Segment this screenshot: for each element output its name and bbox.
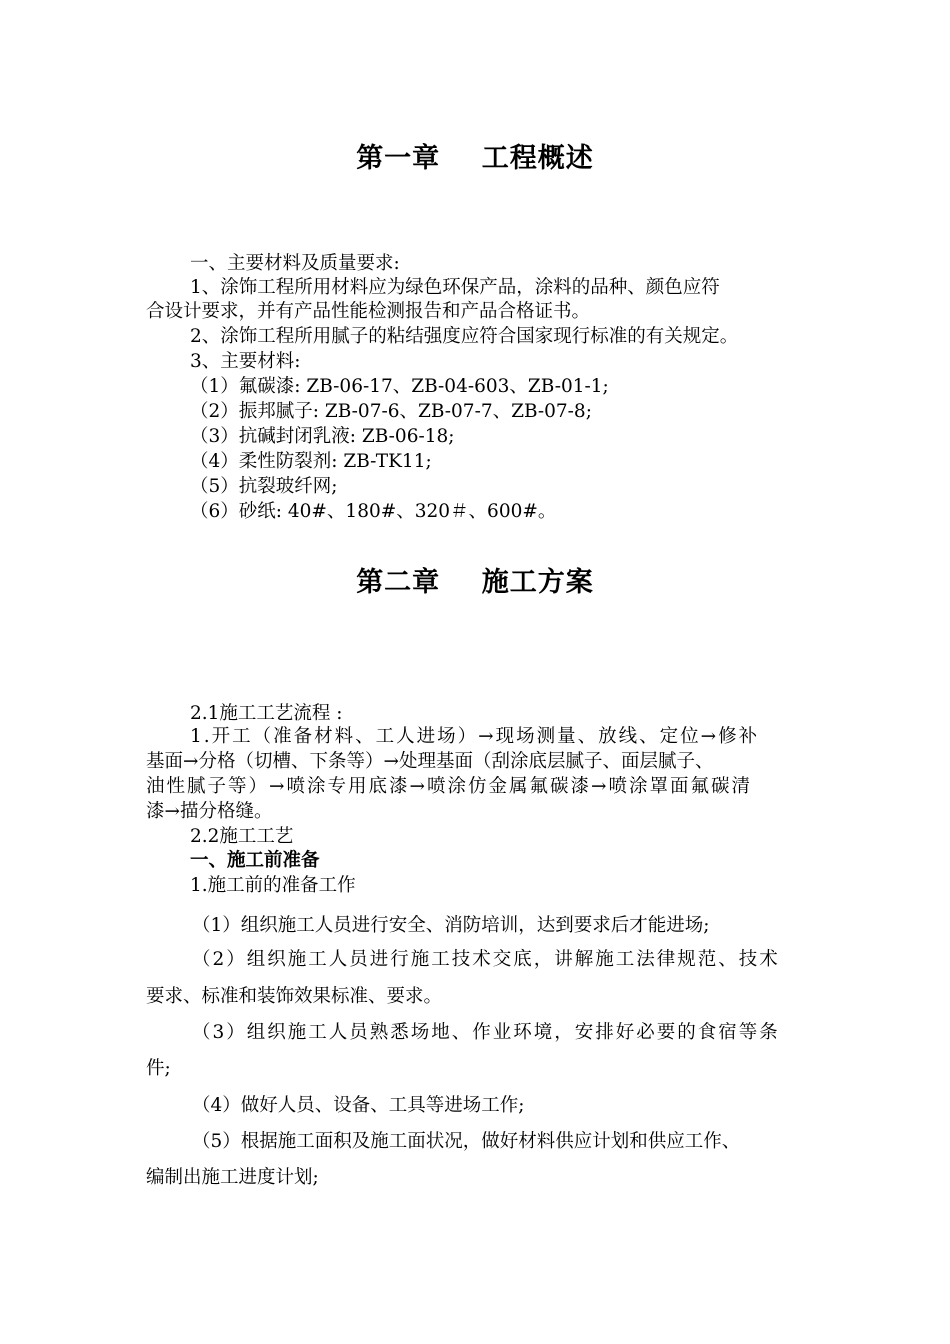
text-line: 油性腻子等）→喷涂专用底漆→喷涂仿金属氟碳漆→喷涂罩面氟碳清 (146, 776, 753, 797)
text-line: 1、涂饰工程所用材料应为绿色环保产品，涂料的品种、颜色应符 (190, 277, 720, 298)
list-item: （1）组织施工人员进行安全、消防培训，达到要求后才能进场; (192, 915, 710, 936)
text-line: 1.施工前的准备工作 (190, 875, 356, 896)
text-line: 要求、标准和装饰效果标准、要求。 (146, 986, 443, 1007)
text-line: （4）柔性防裂剂: ZB-TK11; (190, 451, 432, 472)
text-line: 编制出施工进度计划; (146, 1167, 319, 1188)
text-line: 合设计要求，并有产品性能检测报告和产品合格证书。 (146, 301, 591, 322)
text-line: 漆→描分格缝。 (146, 801, 273, 822)
text-line: 基面→分格（切槽、下条等）→处理基面（刮涂底层腻子、面层腻子、 (146, 751, 714, 772)
chapter-2-title: 第二章 施工方案 (356, 567, 594, 598)
text-line: 2.2施工工艺 (190, 826, 294, 847)
text-line: 一、主要材料及质量要求: (190, 253, 400, 274)
list-item: （5）根据施工面积及施工面状况，做好材料供应计划和供应工作、 (192, 1131, 741, 1152)
list-item: （2）组织施工人员进行施工技术交底，讲解施工法律规范、技术 (192, 949, 780, 970)
chapter-1-title: 第一章 工程概述 (356, 143, 594, 174)
text-line: （1）氟碳漆: ZB-06-17、ZB-04-603、ZB-01-1; (190, 376, 609, 397)
text-line: （3）抗碱封闭乳液: ZB-06-18; (190, 426, 455, 447)
text-line: 3、主要材料: (190, 351, 301, 372)
section-heading: 一、施工前准备 (190, 850, 320, 871)
text-line: 2.1施工工艺流程 : (190, 703, 343, 724)
text-line: 2、涂饰工程所用腻子的粘结强度应符合国家现行标准的有关规定。 (190, 326, 739, 347)
text-line: （6）砂纸: 40#、180#、320＃、600#。 (190, 501, 557, 522)
text-line: （2）振邦腻子: ZB-07-6、ZB-07-7、ZB-07-8; (190, 401, 592, 422)
text-line: 1.开工（准备材料、工人进场）→现场测量、放线、定位→修补 (190, 726, 760, 747)
text-line: （5）抗裂玻纤网; (190, 476, 338, 497)
list-item: （3）组织施工人员熟悉场地、作业环境，安排好必要的食宿等条 (192, 1022, 780, 1043)
text-line: 件; (146, 1058, 171, 1079)
list-item: （4）做好人员、设备、工具等进场工作; (192, 1095, 525, 1116)
